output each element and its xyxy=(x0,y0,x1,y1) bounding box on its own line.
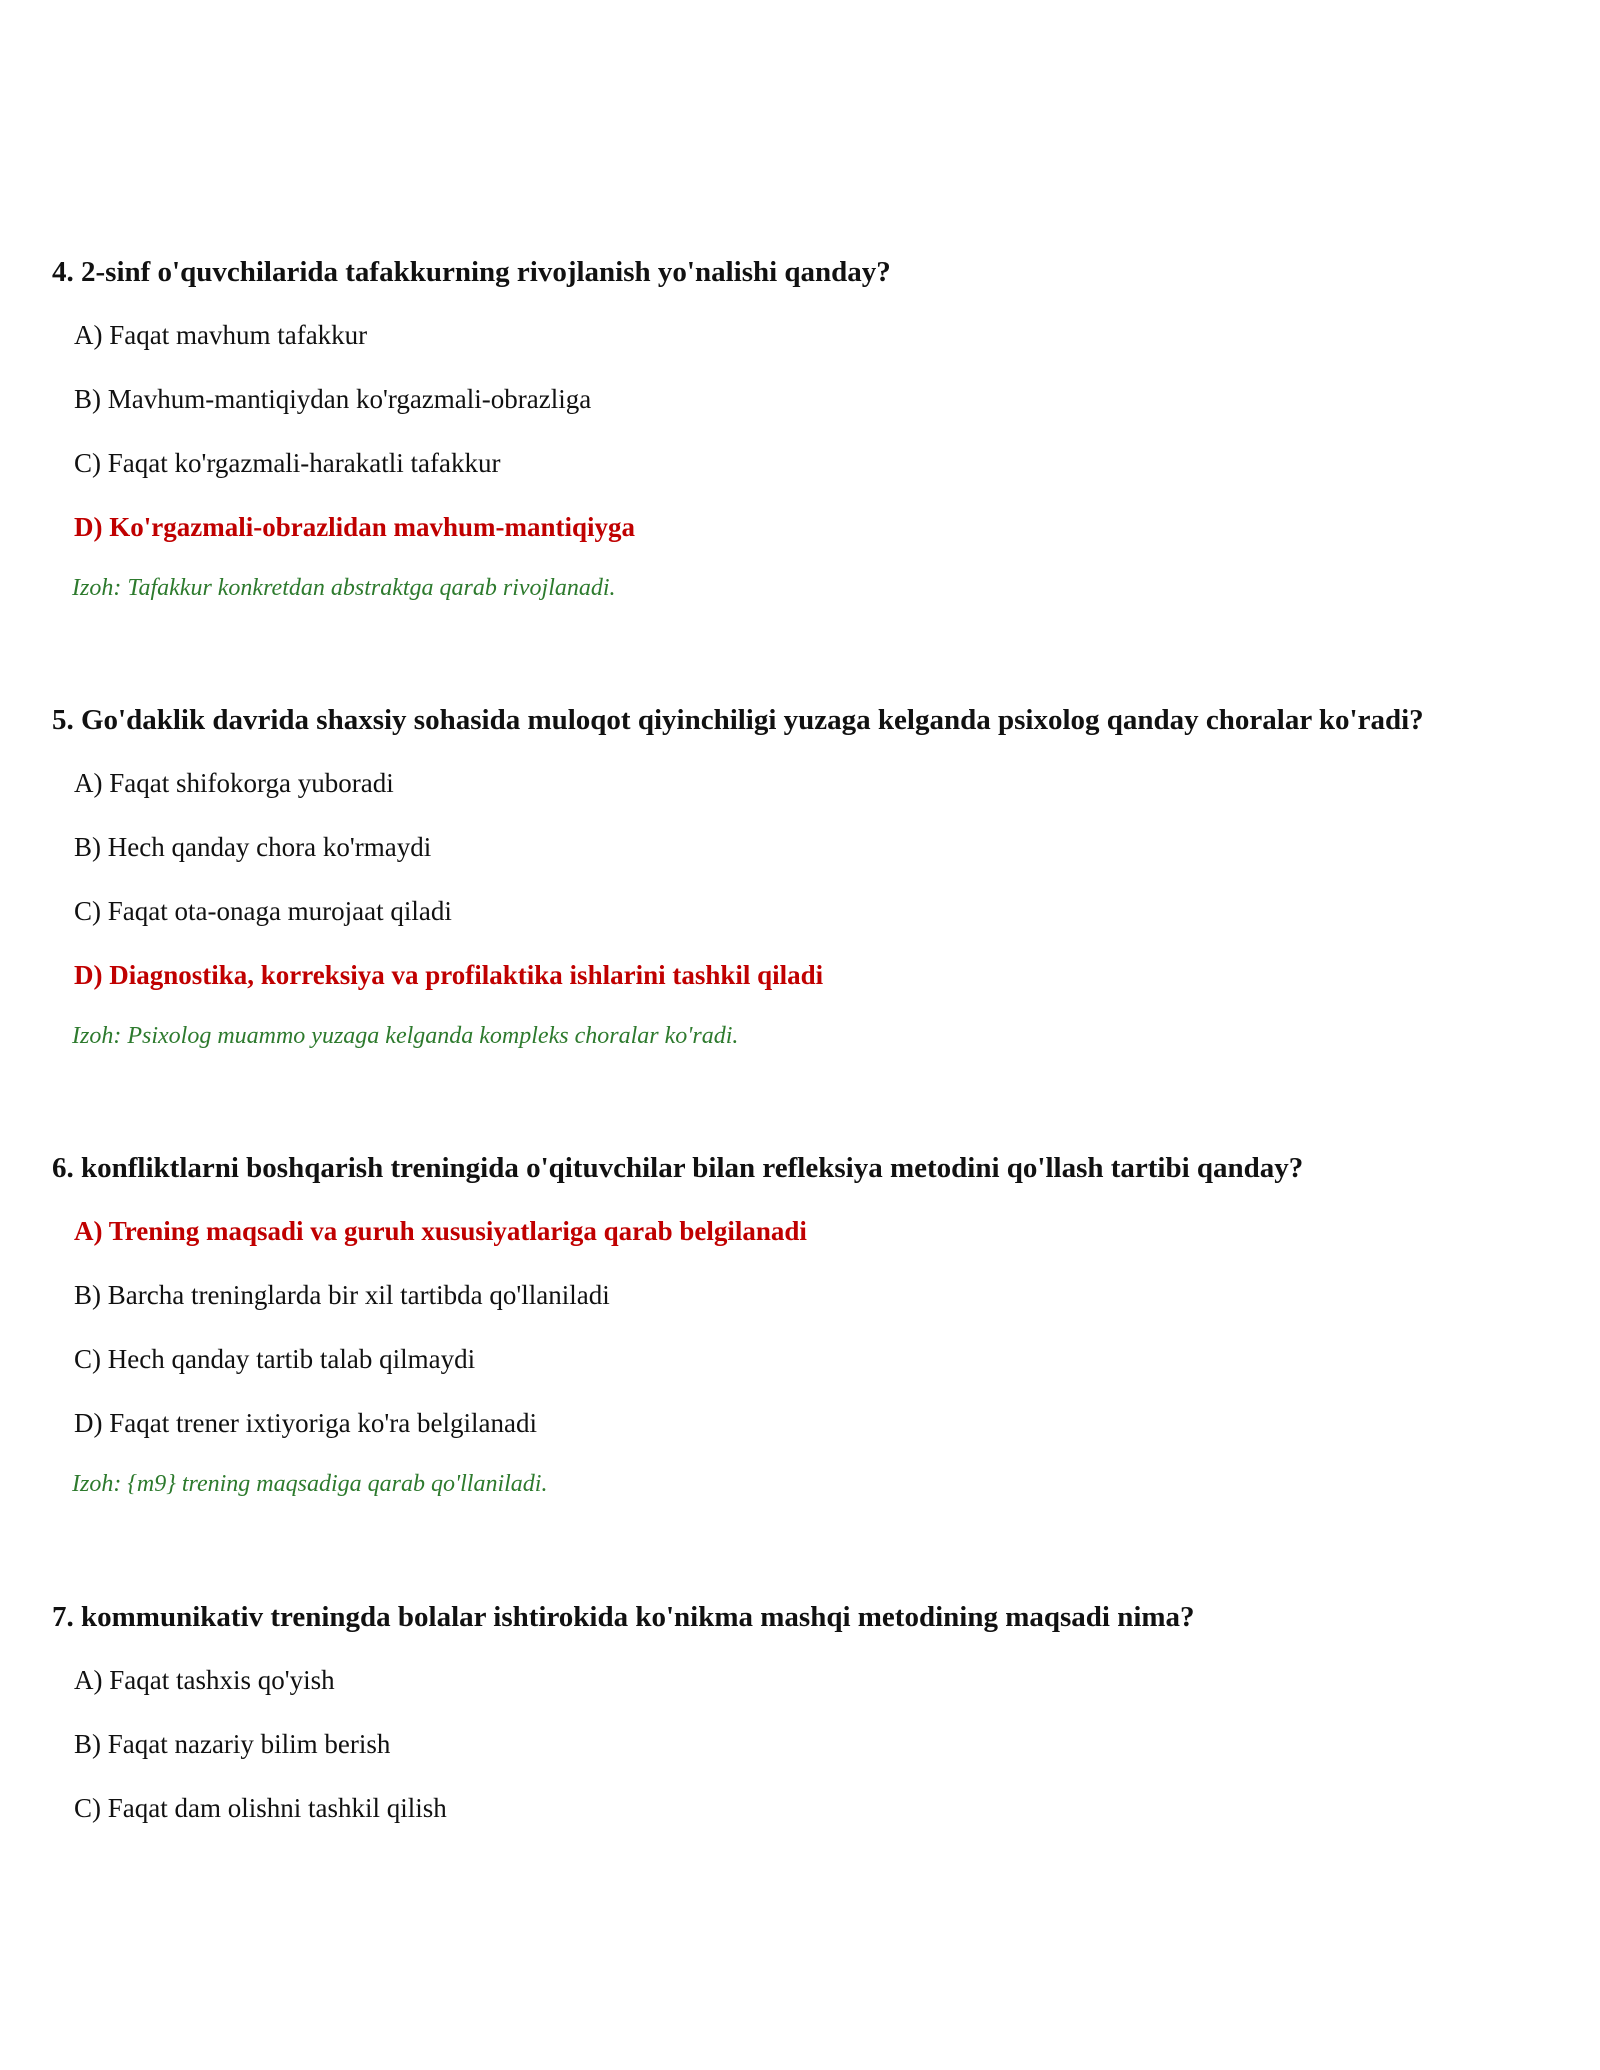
option-c: C) Faqat ota-onaga murojaat qiladi xyxy=(74,896,452,926)
question-title: 7. kommunikativ treningda bolalar ishtirokida ko'nikma mashqi metodining maqsadi nima? xyxy=(52,1601,1195,1633)
option-c: C) Faqat ko'rgazmali-harakatli tafakkur xyxy=(74,448,501,478)
option-a: A) Faqat shifokorga yuboradi xyxy=(74,768,394,798)
option-list xyxy=(52,319,1572,543)
question-title: 4. 2-sinf o'quvchilarida tafakkurning rivojlanish yo'nalishi qanday? xyxy=(52,256,891,288)
explanation-note: Izoh: Tafakkur konkretdan abstraktga qarab rivojlanadi. xyxy=(72,575,616,601)
option-a-correct: A) Trening maqsadi va guruh xususiyatlariga qarab belgilanadi xyxy=(74,1216,807,1246)
explanation-note: Izoh: Psixolog muammo yuzaga kelganda kompleks choralar ko'radi. xyxy=(72,1023,739,1049)
option-a: A) Faqat mavhum tafakkur xyxy=(74,320,368,350)
option-list xyxy=(52,1664,1572,1824)
question-6 xyxy=(52,1151,1572,1499)
explanation-note: Izoh: {m9} trening maqsadiga qarab qo'llaniladi. xyxy=(72,1471,548,1497)
option-b: B) Faqat nazariy bilim berish xyxy=(74,1729,391,1759)
option-list xyxy=(52,767,1572,991)
question-title: 5. Go'daklik davrida shaxsiy sohasida muloqot qiyinchiligi yuzaga kelganda psixolog qanday choralar ko'radi? xyxy=(52,704,1424,736)
option-c: C) Hech qanday tartib talab qilmaydi xyxy=(74,1344,476,1374)
option-b: B) Hech qanday chora ko'rmaydi xyxy=(74,832,432,862)
question-title: 6. konfliktlarni boshqarish treningida o'qituvchilar bilan refleksiya metodini qo'llash tartibi qanday? xyxy=(52,1152,1304,1184)
option-list xyxy=(52,1215,1572,1439)
question-5 xyxy=(52,703,1572,1051)
option-d-correct: D) Ko'rgazmali-obrazlidan mavhum-mantiqiyga xyxy=(74,512,635,542)
option-d-correct: D) Diagnostika, korreksiya va profilaktika ishlarini tashkil qiladi xyxy=(74,960,824,990)
question-4 xyxy=(52,255,1572,603)
option-d: D) Faqat trener ixtiyoriga ko'ra belgilanadi xyxy=(74,1408,537,1438)
option-a: A) Faqat tashxis qo'yish xyxy=(74,1665,335,1695)
question-7 xyxy=(52,1600,1572,1824)
option-b: B) Barcha treninglarda bir xil tartibda qo'llaniladi xyxy=(74,1280,610,1310)
option-c: C) Faqat dam olishni tashkil qilish xyxy=(74,1793,447,1823)
option-b: B) Mavhum-mantiqiydan ko'rgazmali-obrazliga xyxy=(74,384,592,414)
